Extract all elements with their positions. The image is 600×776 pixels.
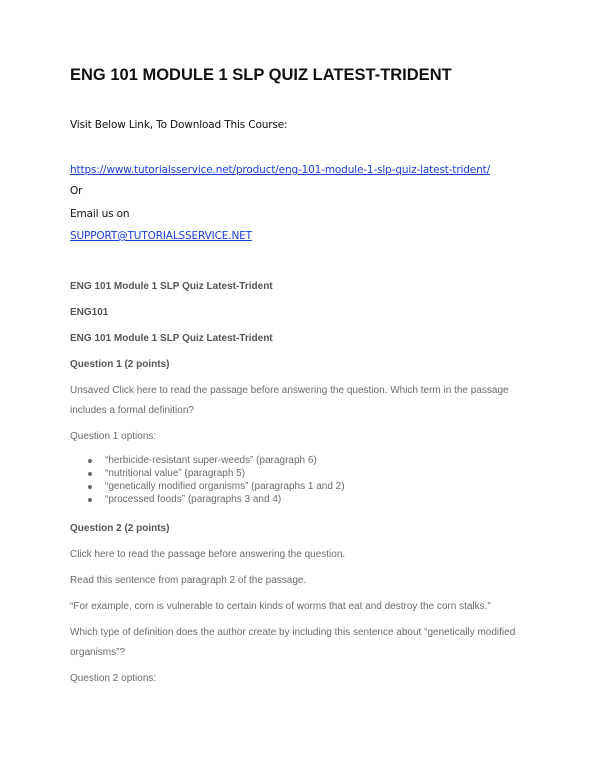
option-item[interactable]: “genetically modified organisms” (paragraphs 1 and 2) (88, 480, 345, 493)
question-1-header: Question 1 (2 points) (70, 359, 170, 370)
bullet-icon (88, 498, 92, 502)
question-2-read-line: Read this sentence from paragraph 2 of the passage. (70, 575, 307, 586)
question-2-options-label: Question 2 options: (70, 673, 157, 684)
option-item[interactable]: “herbicide-resistant super-weeds” (paragraph 6) (88, 454, 345, 467)
question-2-instruction: Click here to read the passage before answering the question. (70, 549, 346, 560)
email-prompt: Email us on (70, 208, 130, 220)
course-link-line (70, 164, 490, 176)
bullet-icon (88, 459, 92, 463)
question-2-prompt-line2: organisms”? (70, 647, 126, 658)
bullet-icon (88, 472, 92, 476)
question-2-prompt-line1: Which type of definition does the author create by including this sentence about “genetically modified (70, 627, 516, 638)
option-item[interactable]: “nutritional value” (paragraph 5) (88, 467, 345, 480)
section-heading: ENG 101 Module 1 SLP Quiz Latest-Trident (70, 281, 273, 292)
question-2-header: Question 2 (2 points) (70, 523, 170, 534)
or-text: Or (70, 185, 83, 197)
course-code: ENG101 (70, 307, 109, 318)
question-1-prompt-line2: includes a formal definition? (70, 405, 194, 416)
option-item[interactable]: “processed foods” (paragraphs 3 and 4) (88, 493, 345, 506)
email-link-line (70, 230, 252, 242)
email-link[interactable]: SUPPORT@TUTORIALSSERVICE.NET (70, 230, 252, 242)
question-2-quote: “For example, corn is vulnerable to certain kinds of worms that eat and destroy the corn stalks.” (70, 601, 491, 612)
intro-text: Visit Below Link, To Download This Course: (70, 119, 288, 131)
bullet-icon (88, 485, 92, 489)
page-title: ENG 101 MODULE 1 SLP QUIZ LATEST-TRIDENT (70, 66, 452, 84)
question-1-prompt-line1: Unsaved Click here to read the passage before answering the question. Which term in the passage (70, 385, 509, 396)
course-link[interactable]: https://www.tutorialsservice.net/product/eng-101-module-1-slp-quiz-latest-trident/ (70, 164, 490, 176)
question-1-options-label: Question 1 options: (70, 431, 157, 442)
section-heading-repeat: ENG 101 Module 1 SLP Quiz Latest-Trident (70, 333, 273, 344)
question-1-options-list (88, 454, 345, 506)
